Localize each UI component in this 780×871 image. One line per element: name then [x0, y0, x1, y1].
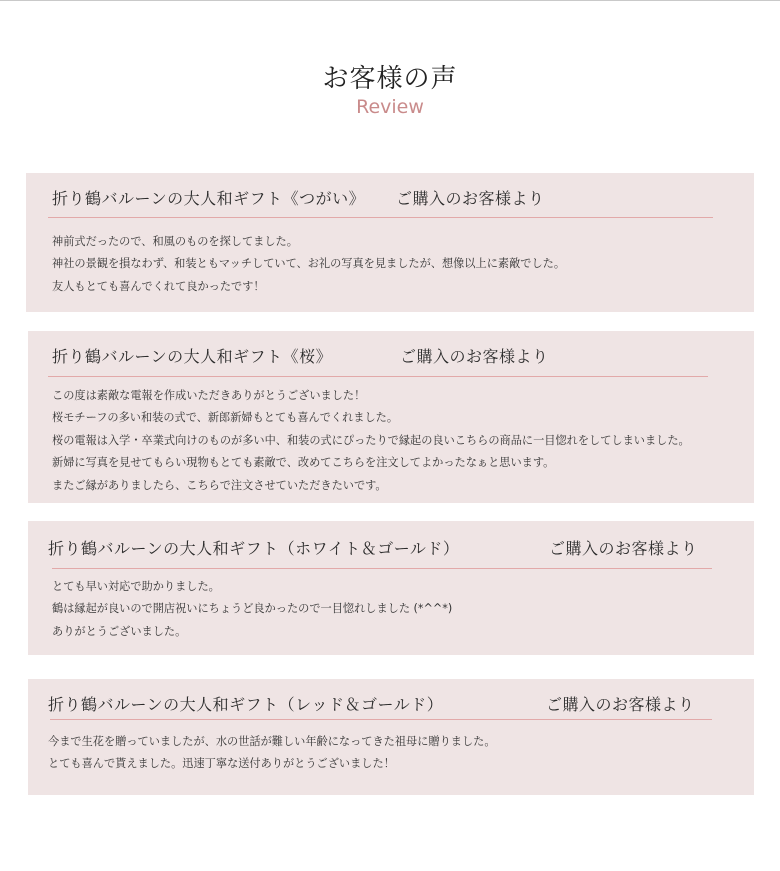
review-line: 桜モチーフの多い和装の式で、新郎新婦もとても喜んでくれました。 [52, 411, 399, 425]
product-name: 折り鶴バルーンの大人和ギフト（ホワイト＆ゴールド） [48, 539, 460, 558]
review-line: 神前式だったので、和風のものを探してました。 [52, 235, 298, 248]
reviewer-label: ご購入のお客様より [549, 539, 698, 558]
review-body [52, 385, 690, 497]
review-line: 新婦に写真を見せてもらい現物もとても素敵で、改めてこちらを注文してよかったなぁと思います。 [52, 456, 555, 470]
review-body [48, 731, 496, 776]
reviewer-label: ご購入のお客様より [546, 695, 695, 714]
review-line: またご縁がありましたら、こちらで注文させていただきたいです。 [52, 478, 387, 492]
review-header [26, 173, 754, 219]
top-divider [0, 0, 780, 1]
review-line: この度は素敵な電報を作成いただきありがとうございました！ [52, 389, 366, 402]
reviewer-label: ご購入のお客様より [396, 189, 545, 208]
review-card [26, 173, 754, 312]
header-rule [50, 719, 712, 720]
review-card [28, 521, 754, 655]
reviewer-label: ご購入のお客様より [400, 347, 549, 366]
page-subtitle: Review [356, 96, 424, 118]
page-title: お客様の声 [322, 64, 458, 94]
review-line: 桜の電報は入学・卒業式向けのものが多い中、和装の式にぴったりで縁起の良いこちらの商品に一目惚れをしてしまいました。 [52, 433, 690, 447]
review-line: とても喜んで貰えました。迅速丁寧な送付ありがとうございました！ [48, 757, 395, 771]
review-line: 今まで生花を贈っていましたが、水の世話が難しい年齢になってきた祖母に贈りました。 [48, 735, 496, 748]
review-body [52, 231, 565, 298]
review-card [28, 679, 754, 795]
product-name: 折り鶴バルーンの大人和ギフト（レッド＆ゴールド） [48, 695, 444, 714]
header-rule [48, 376, 708, 377]
review-card [28, 331, 754, 503]
review-line: 鶴は縁起が良いので開店祝いにちょうど良かったので一目惚れしました (*^^*) [52, 602, 453, 616]
review-line: 友人もとても喜んでくれて良かったです！ [52, 279, 265, 293]
product-name: 折り鶴バルーンの大人和ギフト《桜》 [52, 347, 333, 366]
product-name: 折り鶴バルーンの大人和ギフト《つがい》 [52, 189, 366, 208]
review-header [28, 521, 754, 567]
review-line: 神社の景観を損なわず、和装ともマッチしていて、お礼の写真を見ましたが、想像以上に素敵でした。 [52, 257, 566, 271]
review-header [28, 331, 754, 377]
header-rule [52, 568, 712, 569]
review-line: ありがとうございました。 [52, 624, 187, 638]
review-line: とても早い対応で助かりました。 [52, 580, 220, 593]
header-rule [48, 217, 713, 218]
review-body [52, 576, 452, 643]
